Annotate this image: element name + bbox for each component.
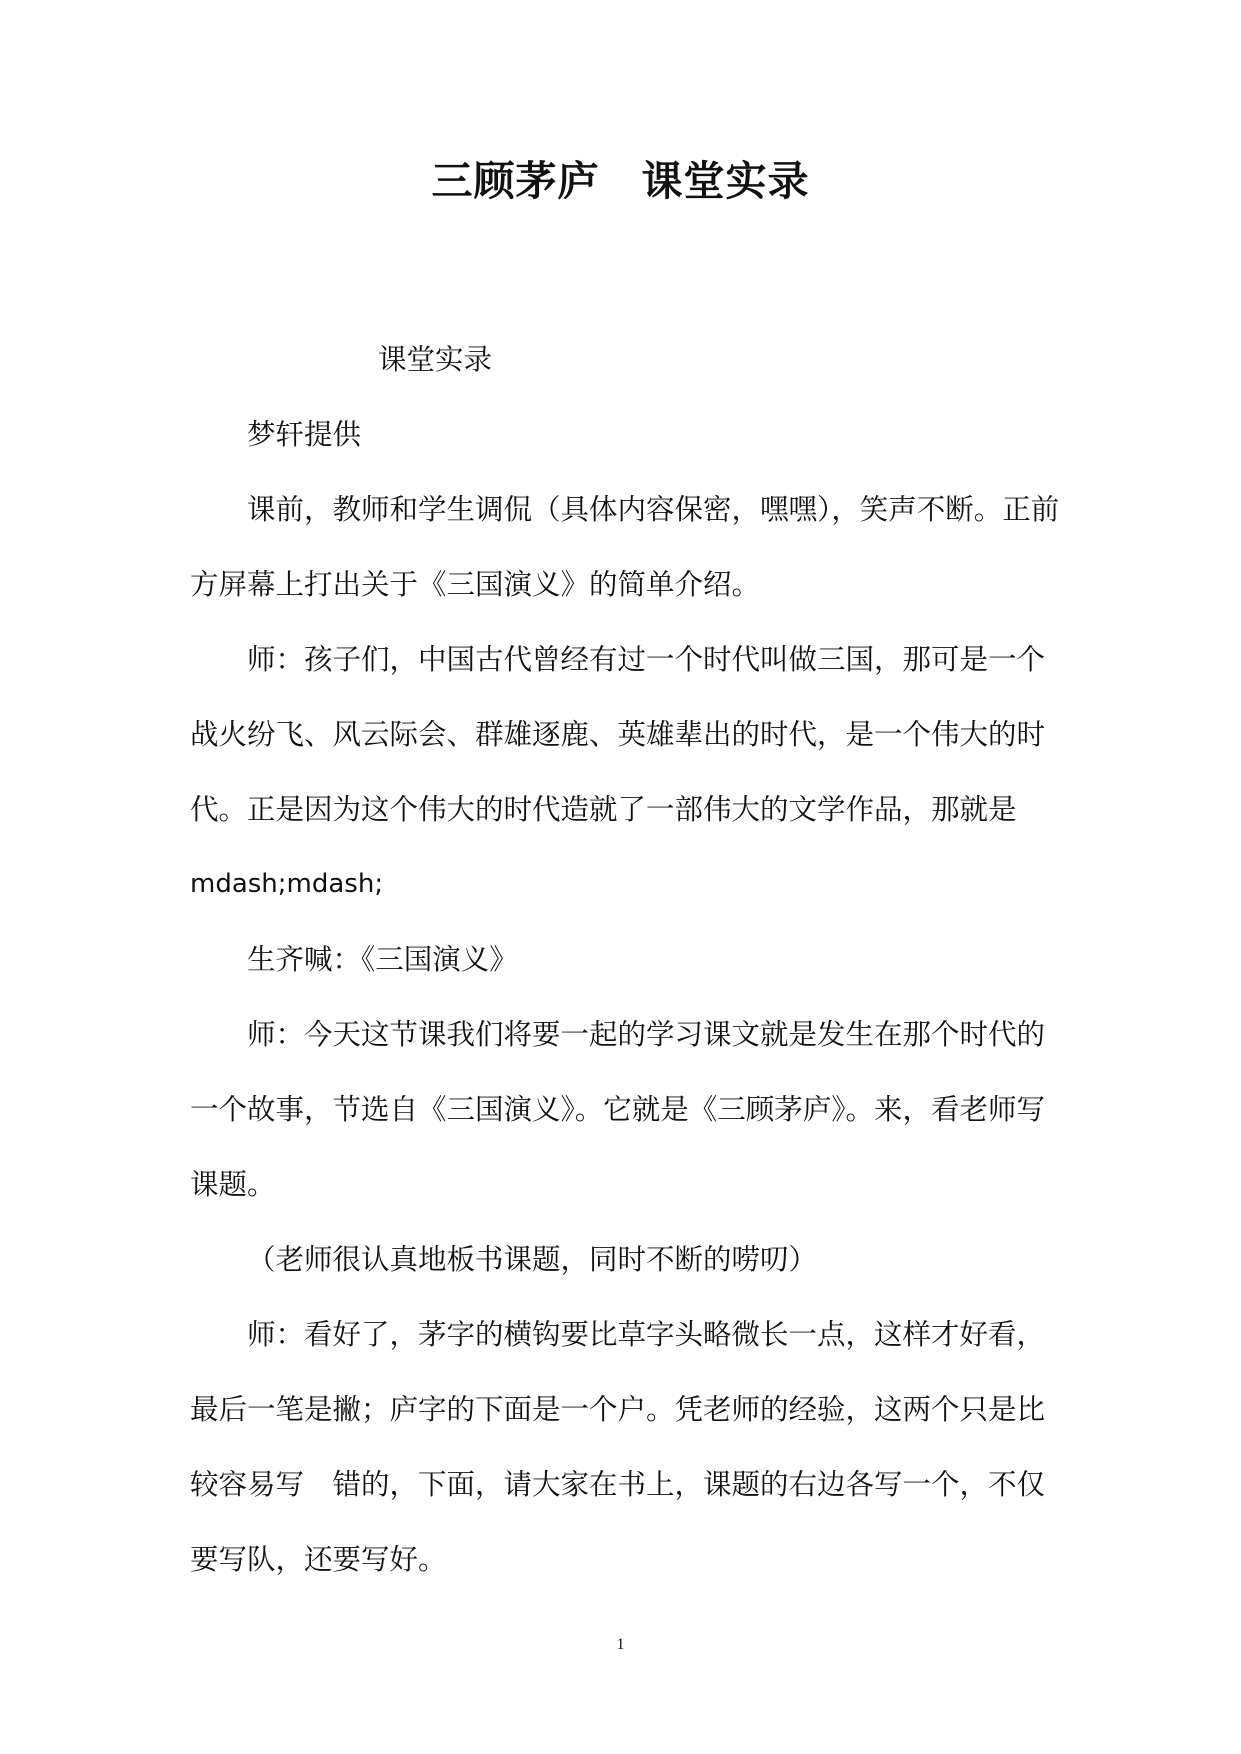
provider-line: 梦轩提供 — [247, 418, 362, 451]
document-subtitle: 课堂实录 — [378, 343, 493, 376]
paragraph-stage-note: （老师很认真地板书课题，同时不断的唠叨） — [247, 1243, 818, 1276]
paragraph-intro: 课前，教师和学生调侃（具体内容保密，嘿嘿），笑声不断。正前方屏幕上打出关于《三国演义》的简单介绍。 — [190, 493, 1060, 601]
paragraph-teacher-2: 师：今天这节课我们将要一起的学习课文就是发生在那个时代的一个故事，节选自《三国演义》。它就是《三顾茅庐》。来，看老师写课题。 — [190, 1018, 1046, 1201]
document-title: 三顾茅庐 课堂实录 — [431, 157, 810, 205]
paragraph-dash: mdash;mdash; — [190, 869, 384, 899]
page-number: 1 — [616, 1636, 625, 1653]
paragraph-teacher-1: 师：孩子们，中国古代曾经有过一个时代叫做三国，那可是一个战火纷飞、风云际会、群雄逐鹿、英雄辈出的时代，是一个伟大的时代。正是因为这个伟大的时代造就了一部伟大的文学作品，那就是 — [190, 643, 1046, 826]
document-body — [190, 322, 1060, 1597]
paragraph-students: 生齐喊：《三国演义》 — [247, 943, 518, 976]
paragraph-teacher-3: 师：看好了，茅字的横钩要比草字头略微长一点，这样才好看，最后一笔是撇；庐字的下面是一个户。凭老师的经验，这两个只是比较容易写 错的，下面，请大家在书上，课题的右边各写一个，不仅要写队，还要写好。 — [190, 1318, 1046, 1576]
